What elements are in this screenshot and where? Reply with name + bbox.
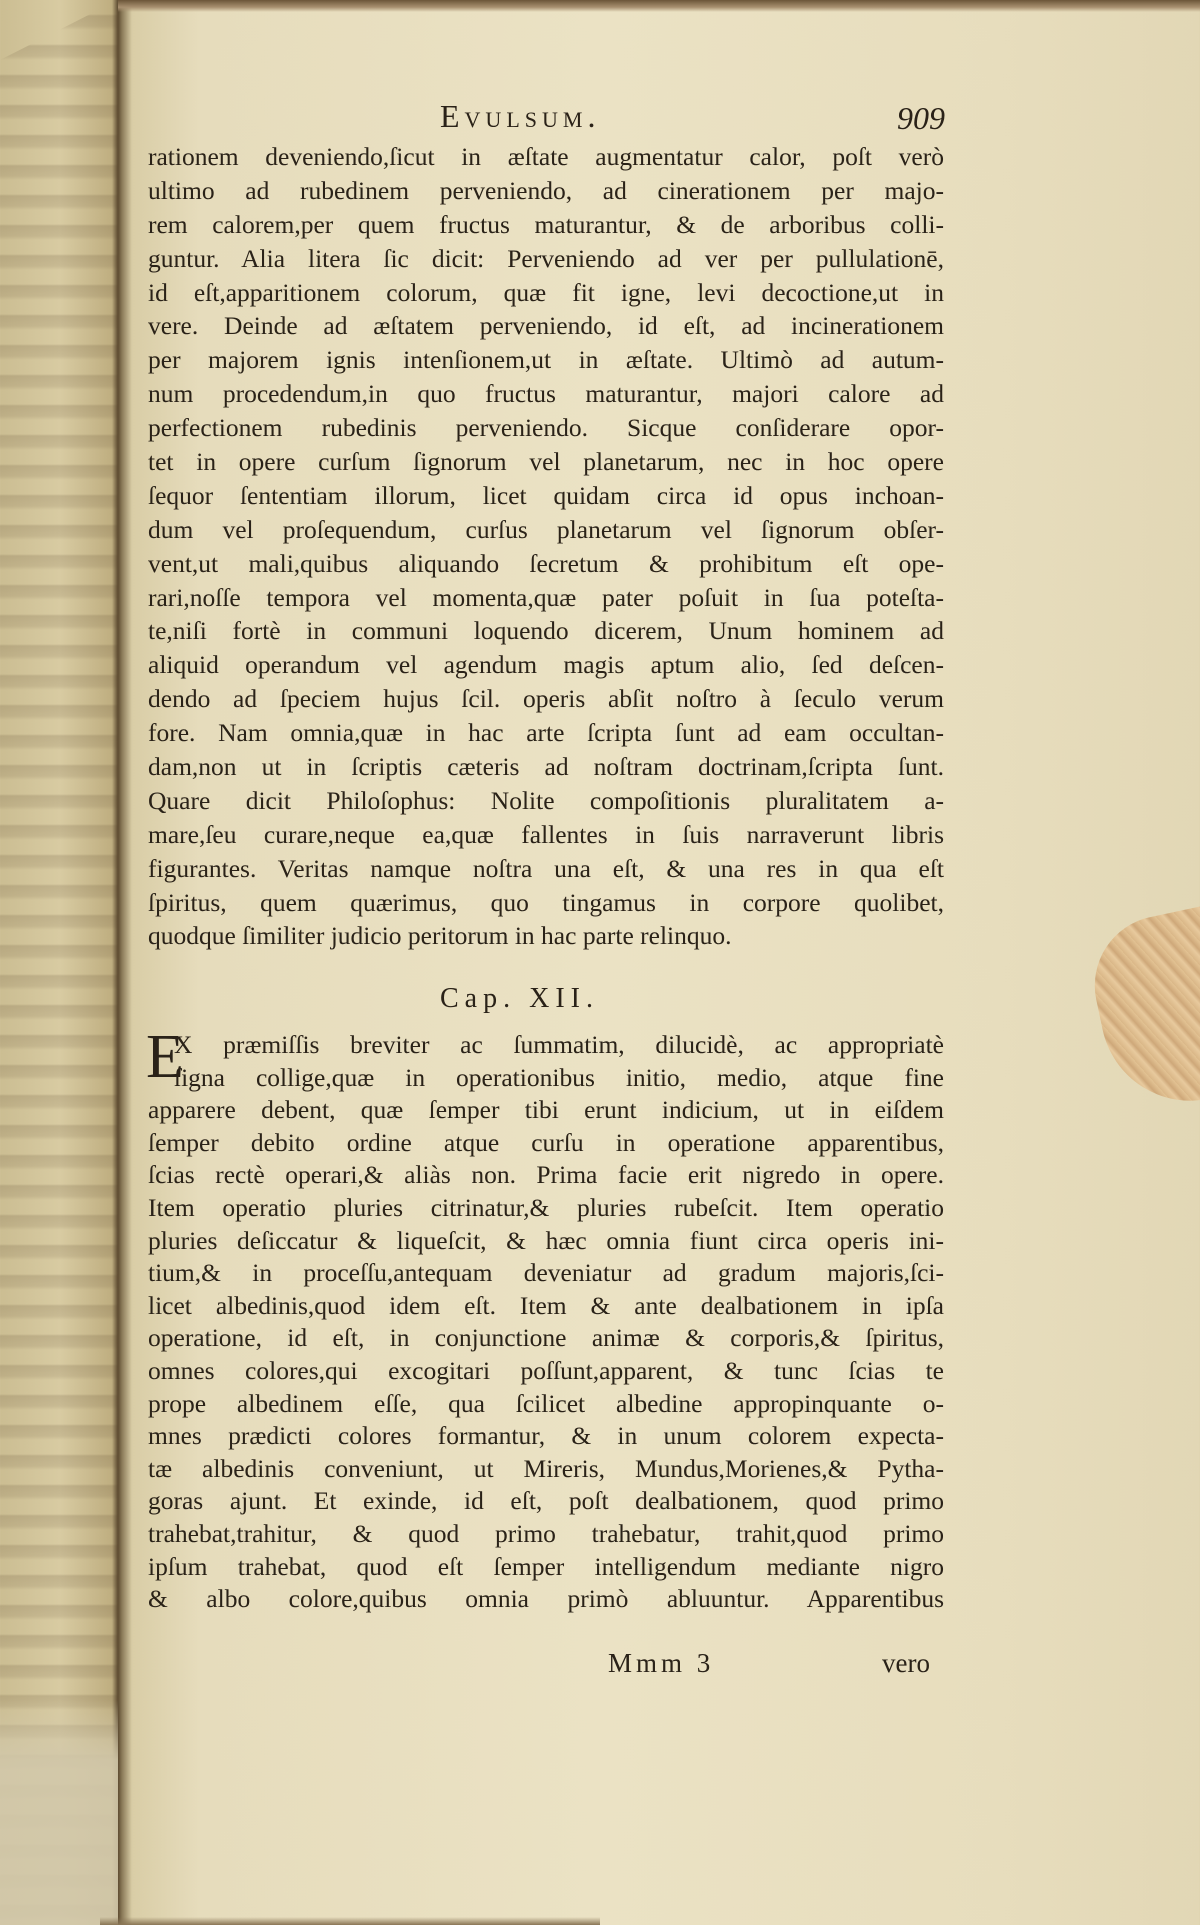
text-line: mare,ſeu curare,neque ea,quæ fallentes in ſuis narraverunt libris bbox=[148, 819, 944, 849]
text-line: ſpiritus, quem quærimus, quo tingamus in corpore quolibet, bbox=[148, 887, 944, 917]
text-line: X præmiſſis breviter ac ſummatim, dilucidè, ac appropriatè bbox=[174, 1030, 944, 1059]
text-line: goras ajunt. Et exinde, id eſt, poſt dealbationem, quod primo bbox=[148, 1486, 944, 1516]
page-bottom-edge bbox=[100, 1917, 600, 1925]
text-line: ultimo ad rubedinem perveniendo, ad cinerationem per majo- bbox=[148, 175, 944, 205]
paragraph-1 bbox=[148, 140, 944, 953]
text-line: Item operatio pluries citrinatur,& pluries rubeſcit. Item operatio bbox=[148, 1192, 944, 1222]
text-line: tet in opere curſum ſignorum vel planetarum, nec in hoc opere bbox=[148, 447, 944, 477]
text-line: aliquid operandum vel agendum magis aptum alio, ſed deſcen- bbox=[148, 650, 944, 680]
text-line: ipſum trahebat, quod eſt ſemper intelligendum mediante nigro bbox=[148, 1551, 944, 1581]
text-line: prope albedinem eſſe, qua ſcilicet albedine appropinquante o- bbox=[148, 1388, 944, 1418]
chapter-heading: Cap. XII. bbox=[440, 983, 599, 1014]
text-line: dam,non ut in ſcriptis cæteris ad noſtram doctrinam,ſcripta ſunt. bbox=[148, 752, 944, 782]
text-line: perfectionem rubedinis perveniendo. Sicque conſiderare opor- bbox=[148, 413, 944, 443]
text-line: num procedendum,in quo fructus maturantur, majori calore ad bbox=[148, 379, 944, 409]
text-line: mnes prædicti colores formantur, & in unum colorem expecta- bbox=[148, 1421, 944, 1451]
text-line: apparere debent, quæ ſemper tibi erunt indicium, ut in eiſdem bbox=[148, 1095, 944, 1125]
wooden-page-holder bbox=[1082, 903, 1200, 1118]
facing-page-fade bbox=[0, 0, 118, 1925]
page-number: 909 bbox=[897, 100, 945, 136]
text-line: & albo colore,quibus omnia primò abluuntur. Apparentibus bbox=[148, 1584, 944, 1614]
text-line: te,niſi fortè in communi loquendo dicerem, Unum hominem ad bbox=[148, 616, 944, 646]
text-line: omnes colores,qui excogitari poſſunt,apparent, & tunc ſcias te bbox=[148, 1355, 944, 1385]
page-top-edge bbox=[118, 0, 1200, 12]
text-line: tium,& in proceſſu,antequam deveniatur ad gradum majoris,ſci- bbox=[148, 1258, 944, 1288]
page-header bbox=[150, 98, 945, 138]
text-line: guntur. Alia litera ſic dicit: Perveniendo ad ver per pullulationē, bbox=[148, 243, 944, 273]
text-line: Quare dicit Philoſophus: Nolite compoſitionis pluralitatem a- bbox=[148, 785, 944, 815]
text-line: quodque ſimiliter judicio peritorum in hac parte relinquo. bbox=[148, 921, 732, 951]
text-line: dum vel proſequendum, curſus planetarum vel ſignorum obſer- bbox=[148, 514, 944, 544]
text-line: tæ albedinis conveniunt, ut Mireris, Mundus,Morienes,& Pytha- bbox=[148, 1453, 944, 1483]
text-line: ſigna collige,quæ in operationibus initio, medio, atque fine bbox=[174, 1062, 944, 1092]
text-line: licet albedinis,quod idem eſt. Item & ante dealbationem in ipſa bbox=[148, 1290, 944, 1320]
text-line: per majorem ignis intenſionem,ut in æſtate. Ultimò ad autum- bbox=[148, 345, 944, 375]
text-line: figurantes. Veritas namque noſtra una eſt, & una res in qua eſt bbox=[148, 853, 944, 883]
text-line: vent,ut mali,quibus aliquando ſecretum & prohibitum eſt ope- bbox=[148, 548, 944, 578]
signature-mark: Mmm 3 bbox=[608, 1648, 715, 1678]
text-line: rationem deveniendo,ſicut in æſtate augmentatur calor, poſt verò bbox=[148, 142, 944, 171]
running-head: Evulsum. bbox=[440, 98, 601, 134]
text-line: fore. Nam omnia,quæ in hac arte ſcripta ſunt ad eam occultan- bbox=[148, 718, 944, 748]
catchword: vero bbox=[882, 1648, 930, 1678]
text-line: pluries deſiccatur & liqueſcit, & hæc omnia fiunt circa operis ini- bbox=[148, 1225, 944, 1255]
text-line: rem calorem,per quem fructus maturantur, & de arboribus colli- bbox=[148, 209, 944, 239]
text-line: trahebat,trahitur, & quod primo trahebatur, trahit,quod primo bbox=[148, 1518, 944, 1548]
text-line: rari,noſſe tempora vel momenta,quæ pater poſuit in ſua poteſta- bbox=[148, 582, 944, 612]
drop-cap: E bbox=[146, 1023, 184, 1091]
text-line: ſequor ſententiam illorum, licet quidam circa id opus inchoan- bbox=[148, 480, 944, 510]
text-line: dendo ad ſpeciem hujus ſcil. operis abſit noſtro à ſeculo verum bbox=[148, 684, 944, 714]
text-line: ſcias rectè operari,& aliàs non. Prima facie erit nigredo in opere. bbox=[148, 1160, 944, 1190]
paragraph-2 bbox=[148, 1029, 944, 1616]
text-line: id eſt,apparitionem colorum, quæ fit igne, levi decoctione,ut in bbox=[148, 277, 944, 307]
text-line: ſemper debito ordine atque curſu in operatione apparentibus, bbox=[148, 1127, 944, 1157]
text-line: vere. Deinde ad æſtatem perveniendo, id eſt, ad incinerationem bbox=[148, 311, 944, 341]
text-line: operatione, id eſt, in conjunctione animæ & corporis,& ſpiritus, bbox=[148, 1323, 944, 1353]
